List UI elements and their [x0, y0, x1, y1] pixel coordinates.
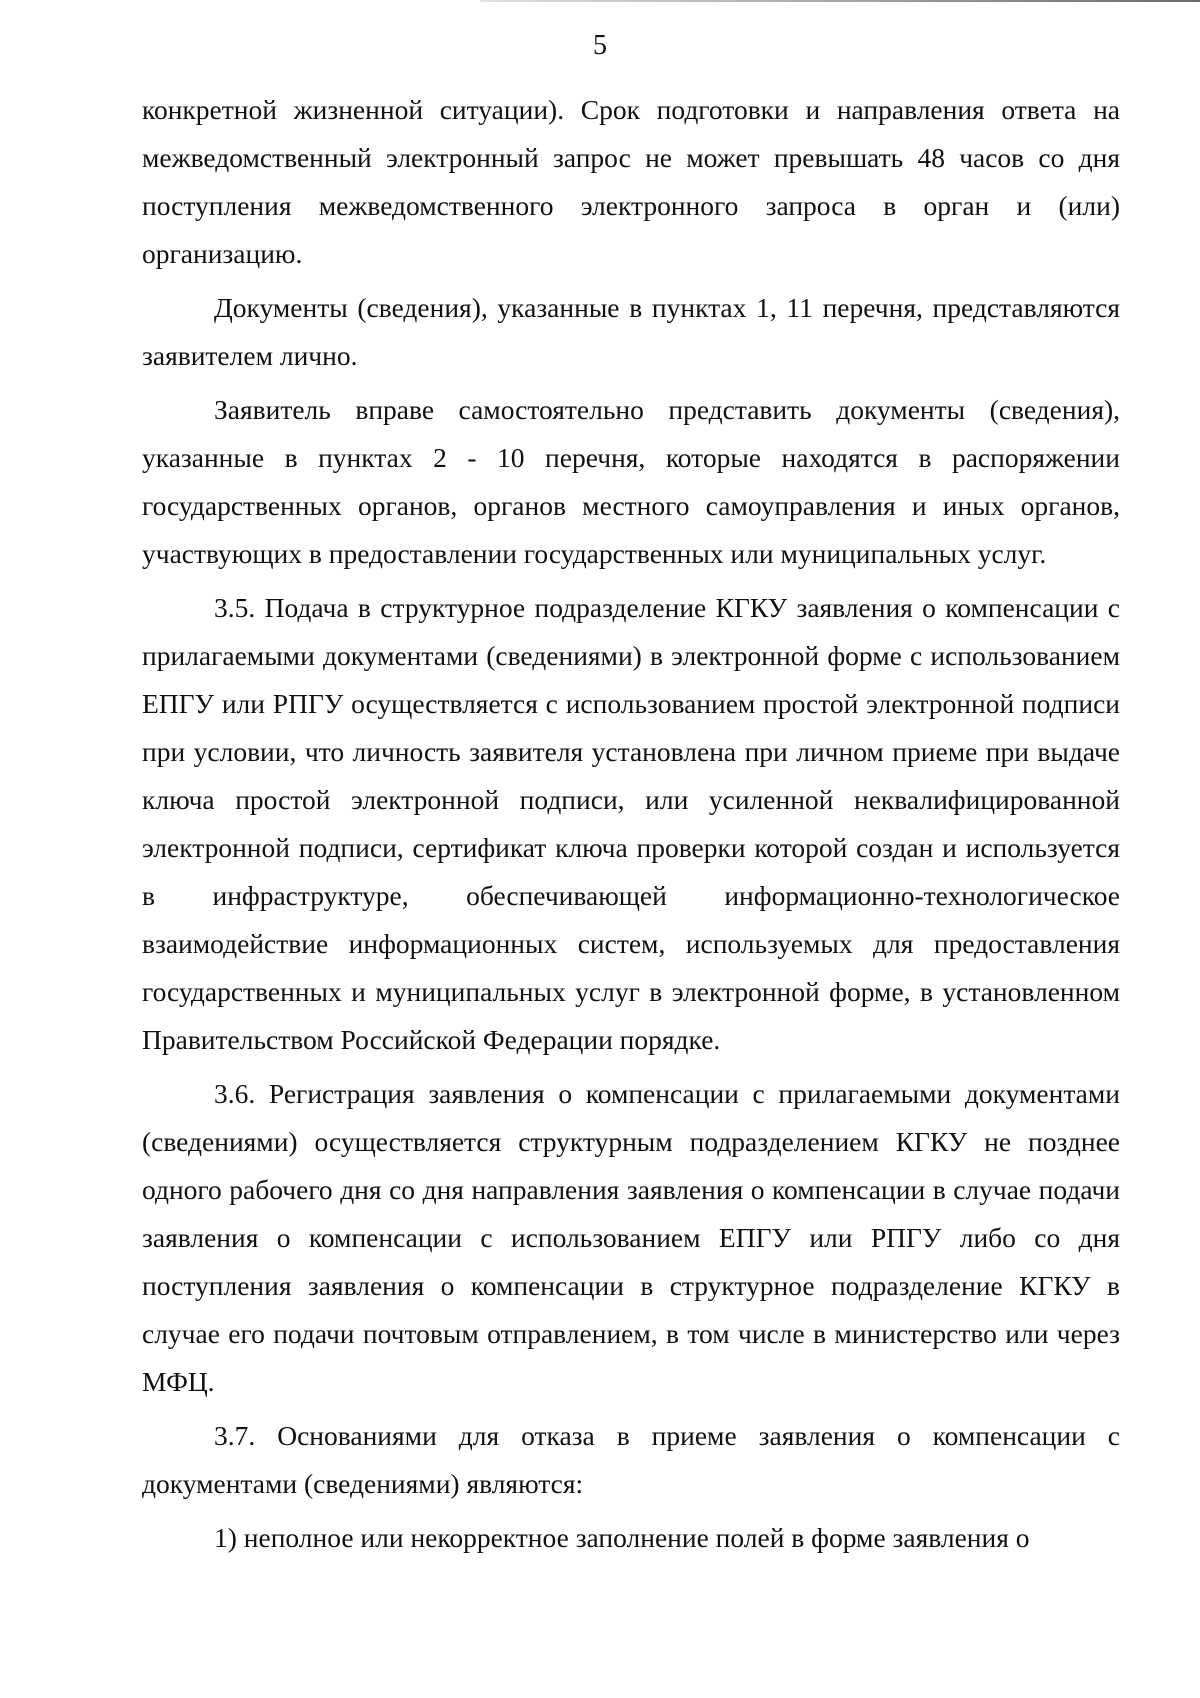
paragraph-list-item-1: 1) неполное или некорректное заполнение полей в форме заявления о: [214, 1522, 1030, 1553]
paragraph-3-5: 3.5. Подача в структурное подразделение КГКУ заявления о компенсации с прилагаемыми документами (сведениями) в электронной форме с использованием ЕПГУ или РПГУ осуществляется с использованием простой электронной подписи при условии, что личность заявителя установлена при личном приеме при выдаче ключа простой электронной подписи, или усиленной неквалифицированной электронной подписи, сертификат ключа проверки которой создан и используется в инфраструктуре, обеспечивающей информационно-технологическое взаимодействие информационных систем, используемых для предоставления государственных и муниципальных услуг в электронной форме, в установленном Правительством Российской Федерации порядке.: [142, 592, 1120, 1055]
paragraph-continuation: конкретной жизненной ситуации). Срок подготовки и направления ответа на межведомственный электронный запрос не может превышать 48 часов со дня поступления межведомственного электронного запроса в орган и (или) организацию.: [142, 94, 1120, 269]
paragraph-applicant-right: Заявитель вправе самостоятельно представить документы (сведения), указанные в пунктах 2 - 10 перечня, которые находятся в распоряжении государственных органов, органов местного самоуправления и иных органов, участвующих в предоставлении государственных или муниципальных услуг.: [142, 394, 1120, 569]
paragraph-3-6: 3.6. Регистрация заявления о компенсации с прилагаемыми документами (сведениями) осуществляется структурным подразделением КГКУ не позднее одного рабочего дня со дня направления заявления о компенсации в случае подачи заявления о компенсации с использованием ЕПГУ или РПГУ либо со дня поступления заявления о компенсации в структурное подразделение КГКУ в случае его подачи почтовым отправлением, в том числе в министерство или через МФЦ.: [142, 1078, 1120, 1397]
scan-top-edge: [480, 0, 1200, 2]
document-body: [142, 86, 1120, 1568]
page-number: 5: [593, 30, 607, 61]
paragraph-3-7: 3.7. Основаниями для отказа в приеме заявления о компенсации с документами (сведениями) являются:: [142, 1420, 1120, 1499]
paragraph-documents-personal: Документы (сведения), указанные в пунктах 1, 11 перечня, представляются заявителем лично.: [142, 292, 1120, 371]
